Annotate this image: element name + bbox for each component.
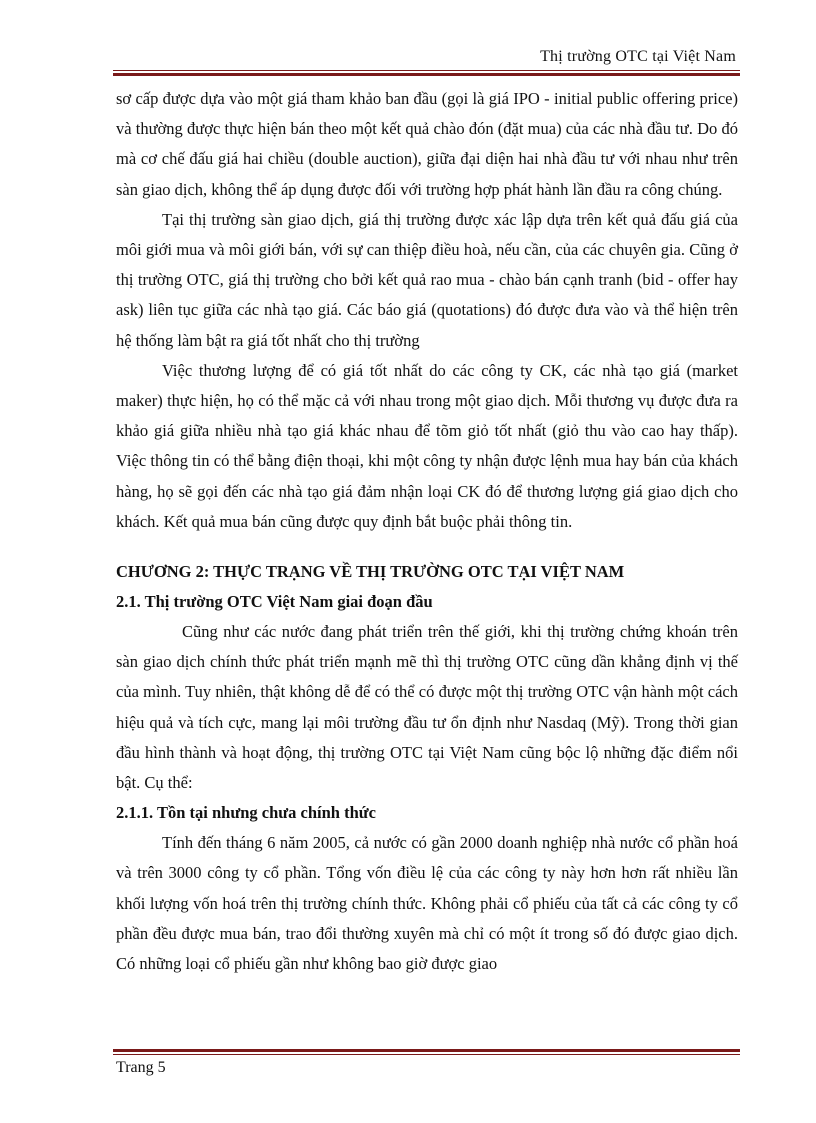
section-heading: 2.1. Thị trường OTC Việt Nam giai đoạn đầu bbox=[116, 592, 433, 612]
paragraph-otc-development: Cũng như các nước đang phát triển trên thế giới, khi thị trường chứng khoán trên sàn giao dịch chính thức phát triển mạnh mẽ thì thị trường OTC cũng dần khẳng định vị thế của mình. Tuy nhiên, thật không dễ để có thể có được một thị trường OTC vận hành một cách hiệu quả và tích cực, mang lại môi trường đầu tư ổn định như Nasdaq (Mỹ). Trong thời gian đầu hình thành và hoạt động, thị trường OTC tại Việt Nam cũng bộc lộ những đặc điểm nổi bật. Cụ thể: bbox=[116, 622, 738, 793]
page-body bbox=[116, 84, 738, 979]
chapter-heading: CHƯƠNG 2: THỰC TRẠNG VỀ THỊ TRƯỜNG OTC TẠI VIỆT NAM bbox=[116, 562, 625, 582]
subsection-heading: 2.1.1. Tồn tại nhưng chưa chính thức bbox=[116, 803, 377, 823]
paragraph-market-pricing: Tại thị trường sàn giao dịch, giá thị trường được xác lập dựa trên kết quả đấu giá của môi giới mua và môi giới bán, với sự can thiệp điều hoà, nếu cần, của các chuyên gia. Cũng ở thị trường OTC, giá thị trường cho bởi kết quả rao mua - chào bán cạnh tranh (bid - offer hay ask) liên tục giữa các nhà tạo giá. Các báo giá (quotations) đó được đưa vào và thể hiện trên hệ thống làm bật ra giá tốt nhất cho thị trường bbox=[116, 209, 738, 350]
paragraph-negotiation: Việc thương lượng để có giá tốt nhất do các công ty CK, các nhà tạo giá (market maker) thực hiện, họ có thể mặc cả với nhau trong một giao dịch. Mỗi thương vụ được đưa ra khảo giá giữa nhiều nhà tạo giá khác nhau để tõm giỏ tốt nhất (giỏ thu vào cao hay thấp). Việc thông tin có thể bằng điện thoại, khi một công ty nhận được lệnh mua hay bán của khách hàng, họ sẽ gọi đến các nhà tạo giá đảm nhận loại CK đó để thương lượng giá giao dịch cho khách. Kết quả mua bán cũng được quy định bắt buộc phải thông tin. bbox=[116, 360, 738, 531]
page-number: Trang 5 bbox=[116, 1059, 166, 1076]
footer-divider bbox=[113, 1049, 740, 1055]
paragraph-equitization-stats: Tính đến tháng 6 năm 2005, cả nước có gần 2000 doanh nghiệp nhà nước cổ phần hoá và trên 3000 công ty cổ phần. Tổng vốn điều lệ của các công ty này hơn hơn rất nhiều lần khối lượng vốn hoá trên thị trường chính thức. Không phải cổ phiếu của tất cả các công ty cổ phần đều được mua bán, trao đổi thường xuyên mà chỉ có một ít trong số đó được giao dịch. Có những loại cổ phiếu gần như không bao giờ được giao bbox=[116, 833, 738, 974]
running-header-title: Thị trường OTC tại Việt Nam bbox=[540, 48, 736, 65]
header-divider bbox=[113, 70, 740, 76]
paragraph-ipo-pricing: sơ cấp được dựa vào một giá tham khảo ban đầu (gọi là giá IPO - initial public offering price) và thường được thực hiện bán theo một kết quả chào đón (đặt mua) của các nhà đầu tư. Do đó mà cơ chế đấu giá hai chiều (double auction), giữa đại diện hai nhà đầu tư với nhau như trên sàn giao dịch, không thể áp dụng được đối với trường hợp phát hành lần đầu ra công chúng. bbox=[116, 89, 738, 199]
